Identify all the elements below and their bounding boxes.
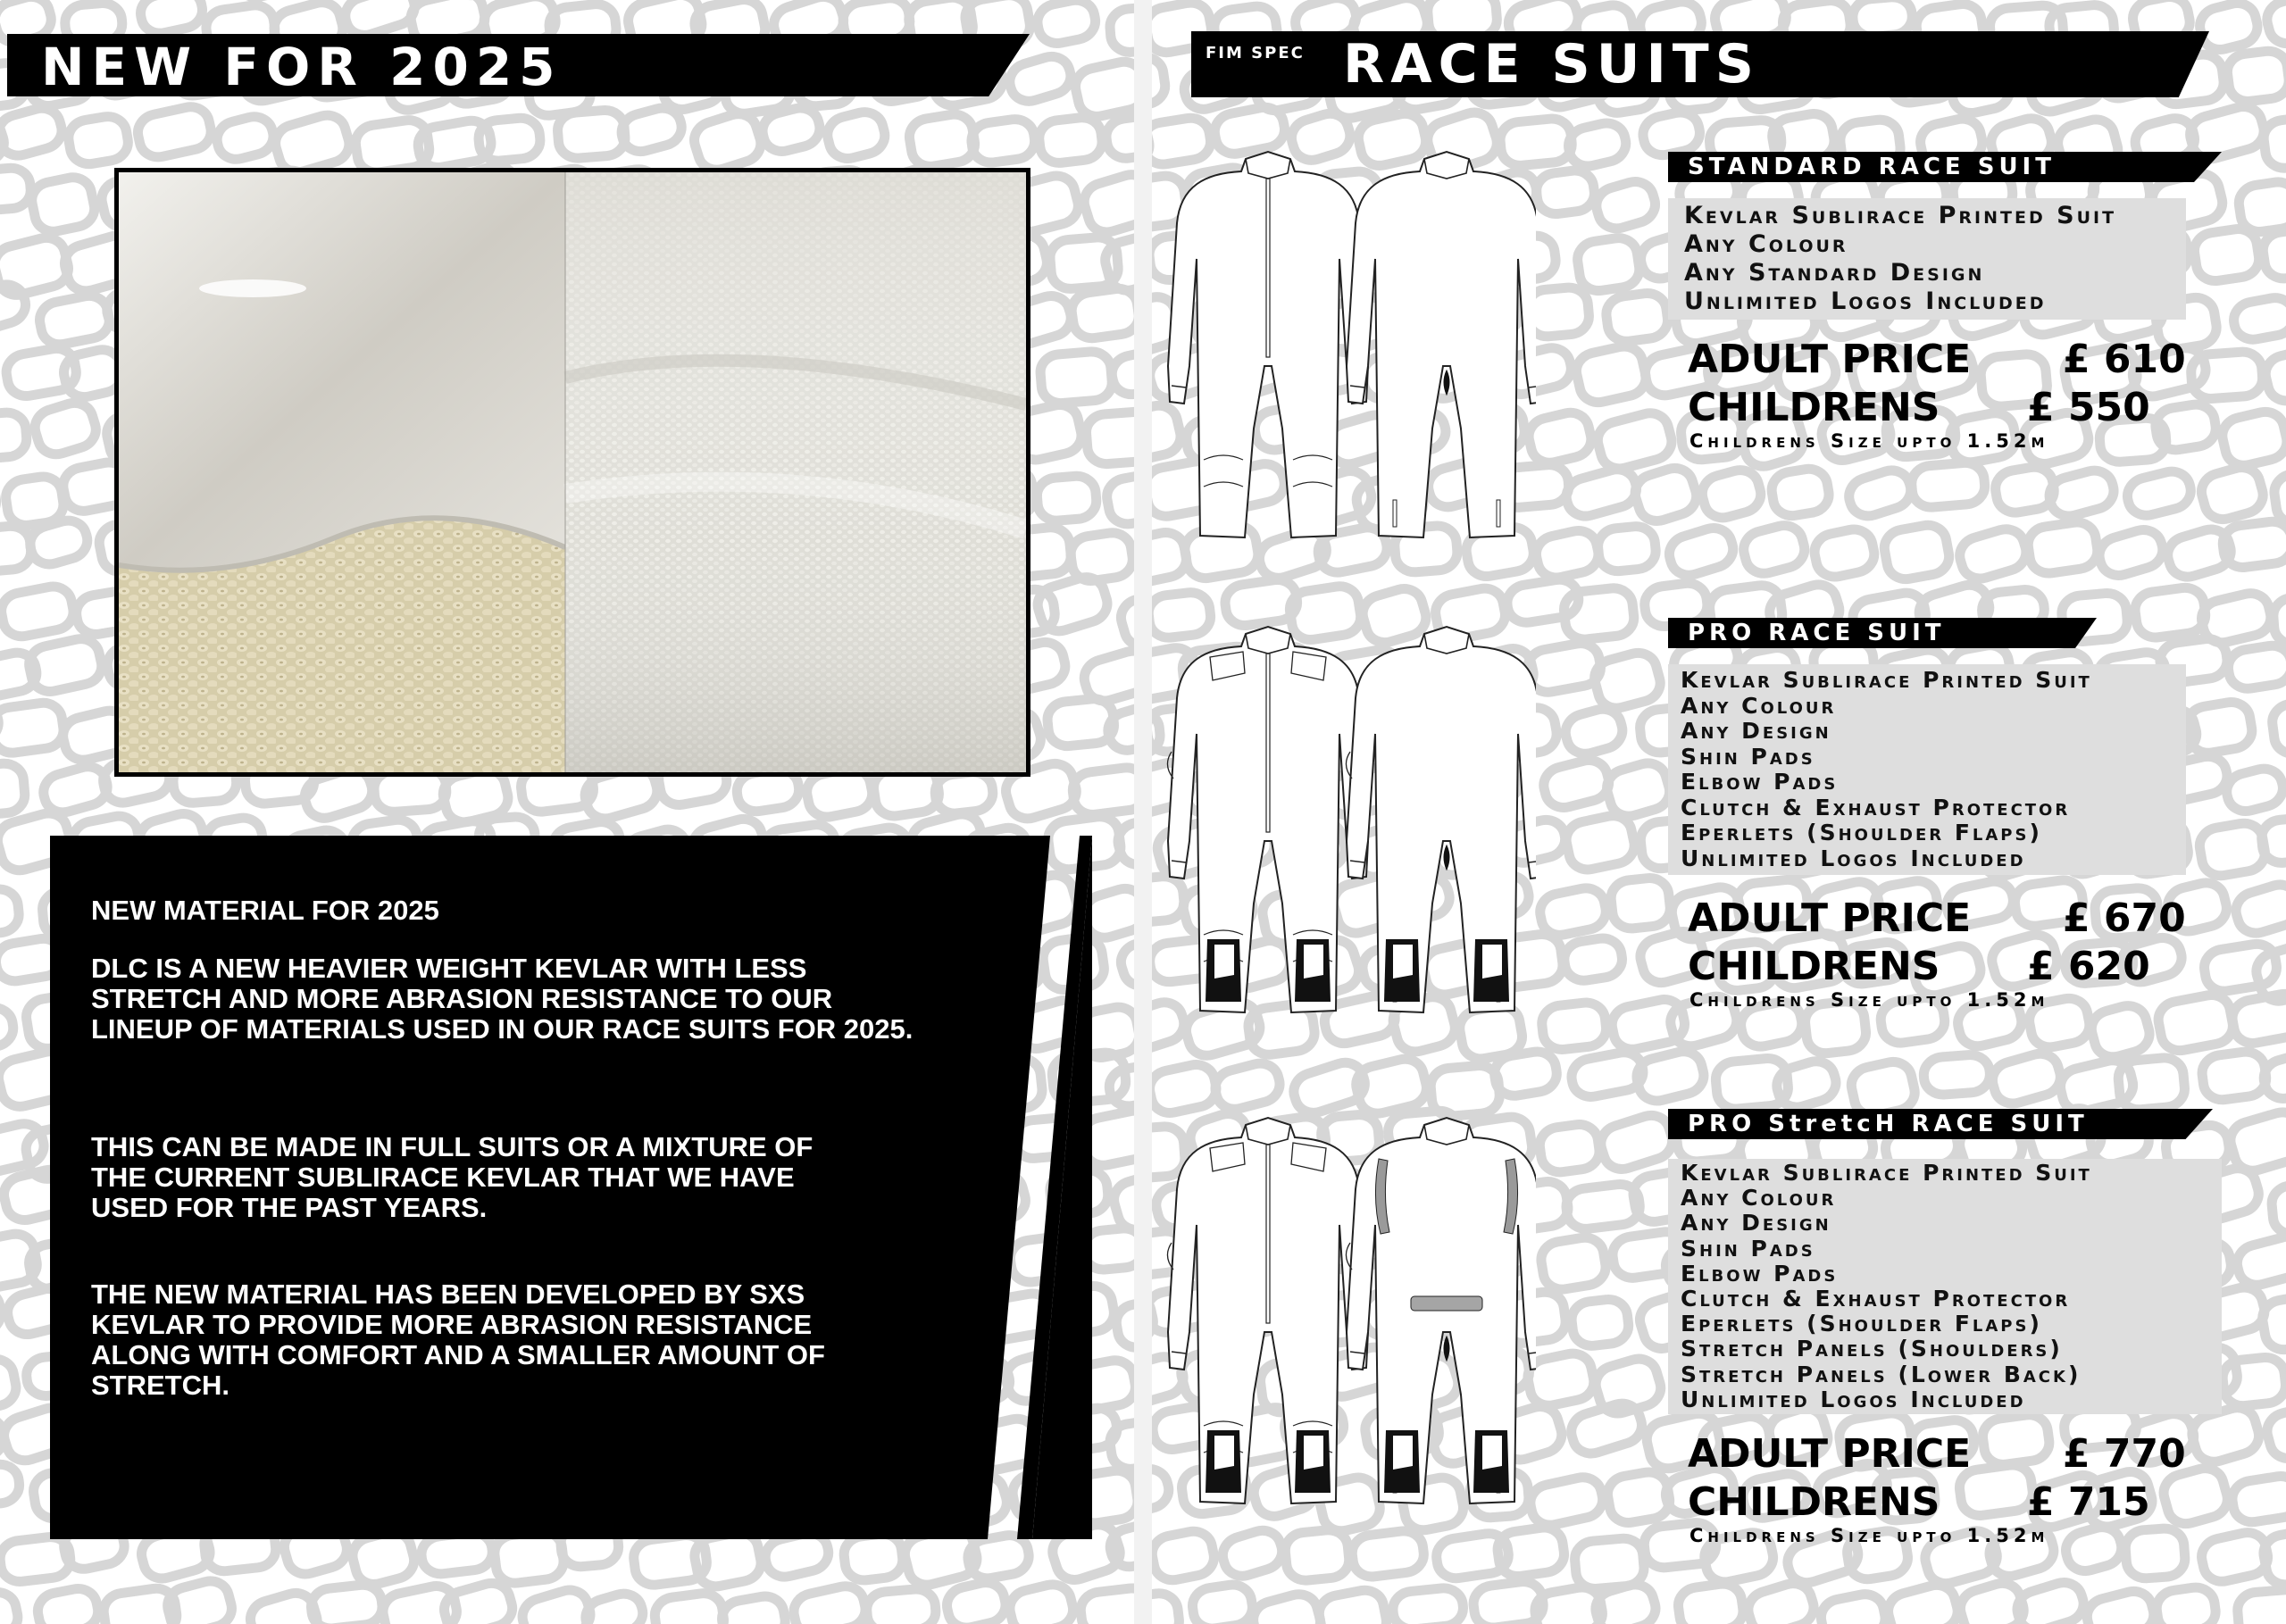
feature-item: Stretch Panels (Lower Back) [1681, 1361, 2082, 1387]
adult-price-label: ADULT PRICE [1688, 895, 1972, 941]
feature-list [1668, 664, 2186, 875]
banner-kicker: FIM SPEC [1206, 44, 1305, 62]
suit-name: PRO StretcH RACE SUIT [1688, 1111, 2089, 1137]
adult-price-value: £ 670 [2063, 895, 2186, 941]
feature-item: Unlimited Logos Included [1681, 845, 2026, 871]
feature-list [1668, 198, 2186, 320]
adult-price-value: £ 610 [2063, 337, 2186, 382]
child-price-label: CHILDRENS [1688, 385, 1940, 430]
feature-item: Shin Pads [1681, 743, 1815, 770]
suit-front-drawing [1168, 152, 1368, 537]
feature-item: Kevlar Sublirace Printed Suit [1684, 202, 2117, 229]
feature-item: Elbow Pads [1681, 1260, 1839, 1287]
pro-stretch-suit-drawings [1161, 1109, 1536, 1537]
feature-item: Any Colour [1681, 1185, 1837, 1212]
feature-item: Kevlar Sublirace Printed Suit [1681, 667, 2092, 693]
feature-item: Any Design [1681, 1210, 1831, 1237]
child-price-value: £ 620 [2027, 944, 2150, 989]
adult-price [1688, 896, 2188, 941]
child-price [1688, 386, 2188, 430]
suit-header [1668, 618, 2097, 648]
size-note: Childrens Size upto 1.52m [1689, 989, 2049, 1011]
feature-item: Kevlar Sublirace Printed Suit [1681, 1160, 2092, 1186]
adult-price-label: ADULT PRICE [1688, 337, 1972, 382]
info-paragraph: DLC IS A NEW HEAVIER WEIGHT KEVLAR WITH LESS STRETCH AND MORE ABRASION RESISTANCE TO OUR LINEUP OF MATERIALS USED IN OUR RACE SUITS FOR 2025. [91, 953, 914, 1045]
feature-item: Elbow Pads [1681, 769, 1839, 795]
feature-item: Eperlets (Shoulder Flaps) [1681, 1311, 2042, 1337]
feature-item: Any Colour [1681, 692, 1837, 719]
feature-item: Any Design [1681, 718, 1831, 744]
feature-list [1668, 1159, 2222, 1414]
size-note: Childrens Size upto 1.52m [1689, 430, 2049, 452]
adult-price-label: ADULT PRICE [1688, 1431, 1972, 1477]
child-price [1688, 945, 2188, 989]
race-suits-banner [1191, 31, 2209, 97]
child-price [1688, 1480, 2188, 1525]
suit-front-drawing [1167, 1118, 1368, 1503]
suit-name: STANDARD RACE SUIT [1688, 154, 2056, 180]
left-page [0, 0, 1134, 1624]
page-gutter [1134, 0, 1152, 1624]
info-heading: NEW MATERIAL FOR 2025 [91, 895, 439, 926]
feature-item: Unlimited Logos Included [1681, 1386, 2026, 1412]
feature-item: Shin Pads [1681, 1235, 1815, 1262]
info-paragraph: THIS CAN BE MADE IN FULL SUITS OR A MIXTURE OF THE CURRENT SUBLIRACE KEVLAR THAT WE HAVE USED FOR THE PAST YEARS. [91, 1131, 813, 1223]
banner-title: RACE SUITS [1343, 33, 1760, 96]
feature-item: Eperlets (Shoulder Flaps) [1681, 820, 2042, 845]
adult-price [1688, 1432, 2188, 1477]
new-for-2025-banner [7, 34, 1030, 96]
new-material-info-box [50, 836, 1092, 1539]
feature-item: Clutch & Exhaust Protector [1681, 794, 2071, 820]
feature-item: Stretch Panels (Shoulders) [1681, 1336, 2063, 1362]
adult-price-value: £ 770 [2063, 1431, 2186, 1477]
child-price-value: £ 715 [2027, 1479, 2150, 1525]
feature-item: Unlimited Logos Included [1684, 287, 2047, 315]
adult-price [1688, 337, 2188, 382]
suit-back-drawing [1347, 152, 1536, 537]
info-paragraph: THE NEW MATERIAL HAS BEEN DEVELOPED BY SXS KEVLAR TO PROVIDE MORE ABRASION RESISTANCE ALONG WITH COMFORT AND A SMALLER AMOUNT OF STRETCH. [91, 1278, 825, 1401]
pro-suit-drawings [1161, 618, 1536, 1046]
child-price-label: CHILDRENS [1688, 1479, 1940, 1525]
suit-header [1668, 152, 2222, 182]
suit-back-drawing [1346, 1118, 1536, 1503]
fabric-photo-frame [114, 168, 1030, 777]
child-price-label: CHILDRENS [1688, 944, 1940, 989]
right-page [1152, 0, 2286, 1624]
suit-name: PRO RACE SUIT [1688, 620, 1946, 646]
size-note: Childrens Size upto 1.52m [1689, 1525, 2049, 1546]
standard-suit-drawings [1161, 143, 1536, 571]
feature-item: Any Standard Design [1684, 259, 1985, 287]
suit-header [1668, 1109, 2213, 1139]
banner-title: NEW FOR 2025 [41, 37, 563, 97]
kevlar-fabric-photo [119, 172, 1026, 772]
child-price-value: £ 550 [2027, 385, 2150, 430]
feature-item: Clutch & Exhaust Protector [1681, 1286, 2071, 1312]
feature-item: Any Colour [1684, 230, 1848, 258]
suit-back-drawing [1346, 627, 1536, 1012]
suit-front-drawing [1167, 627, 1368, 1012]
